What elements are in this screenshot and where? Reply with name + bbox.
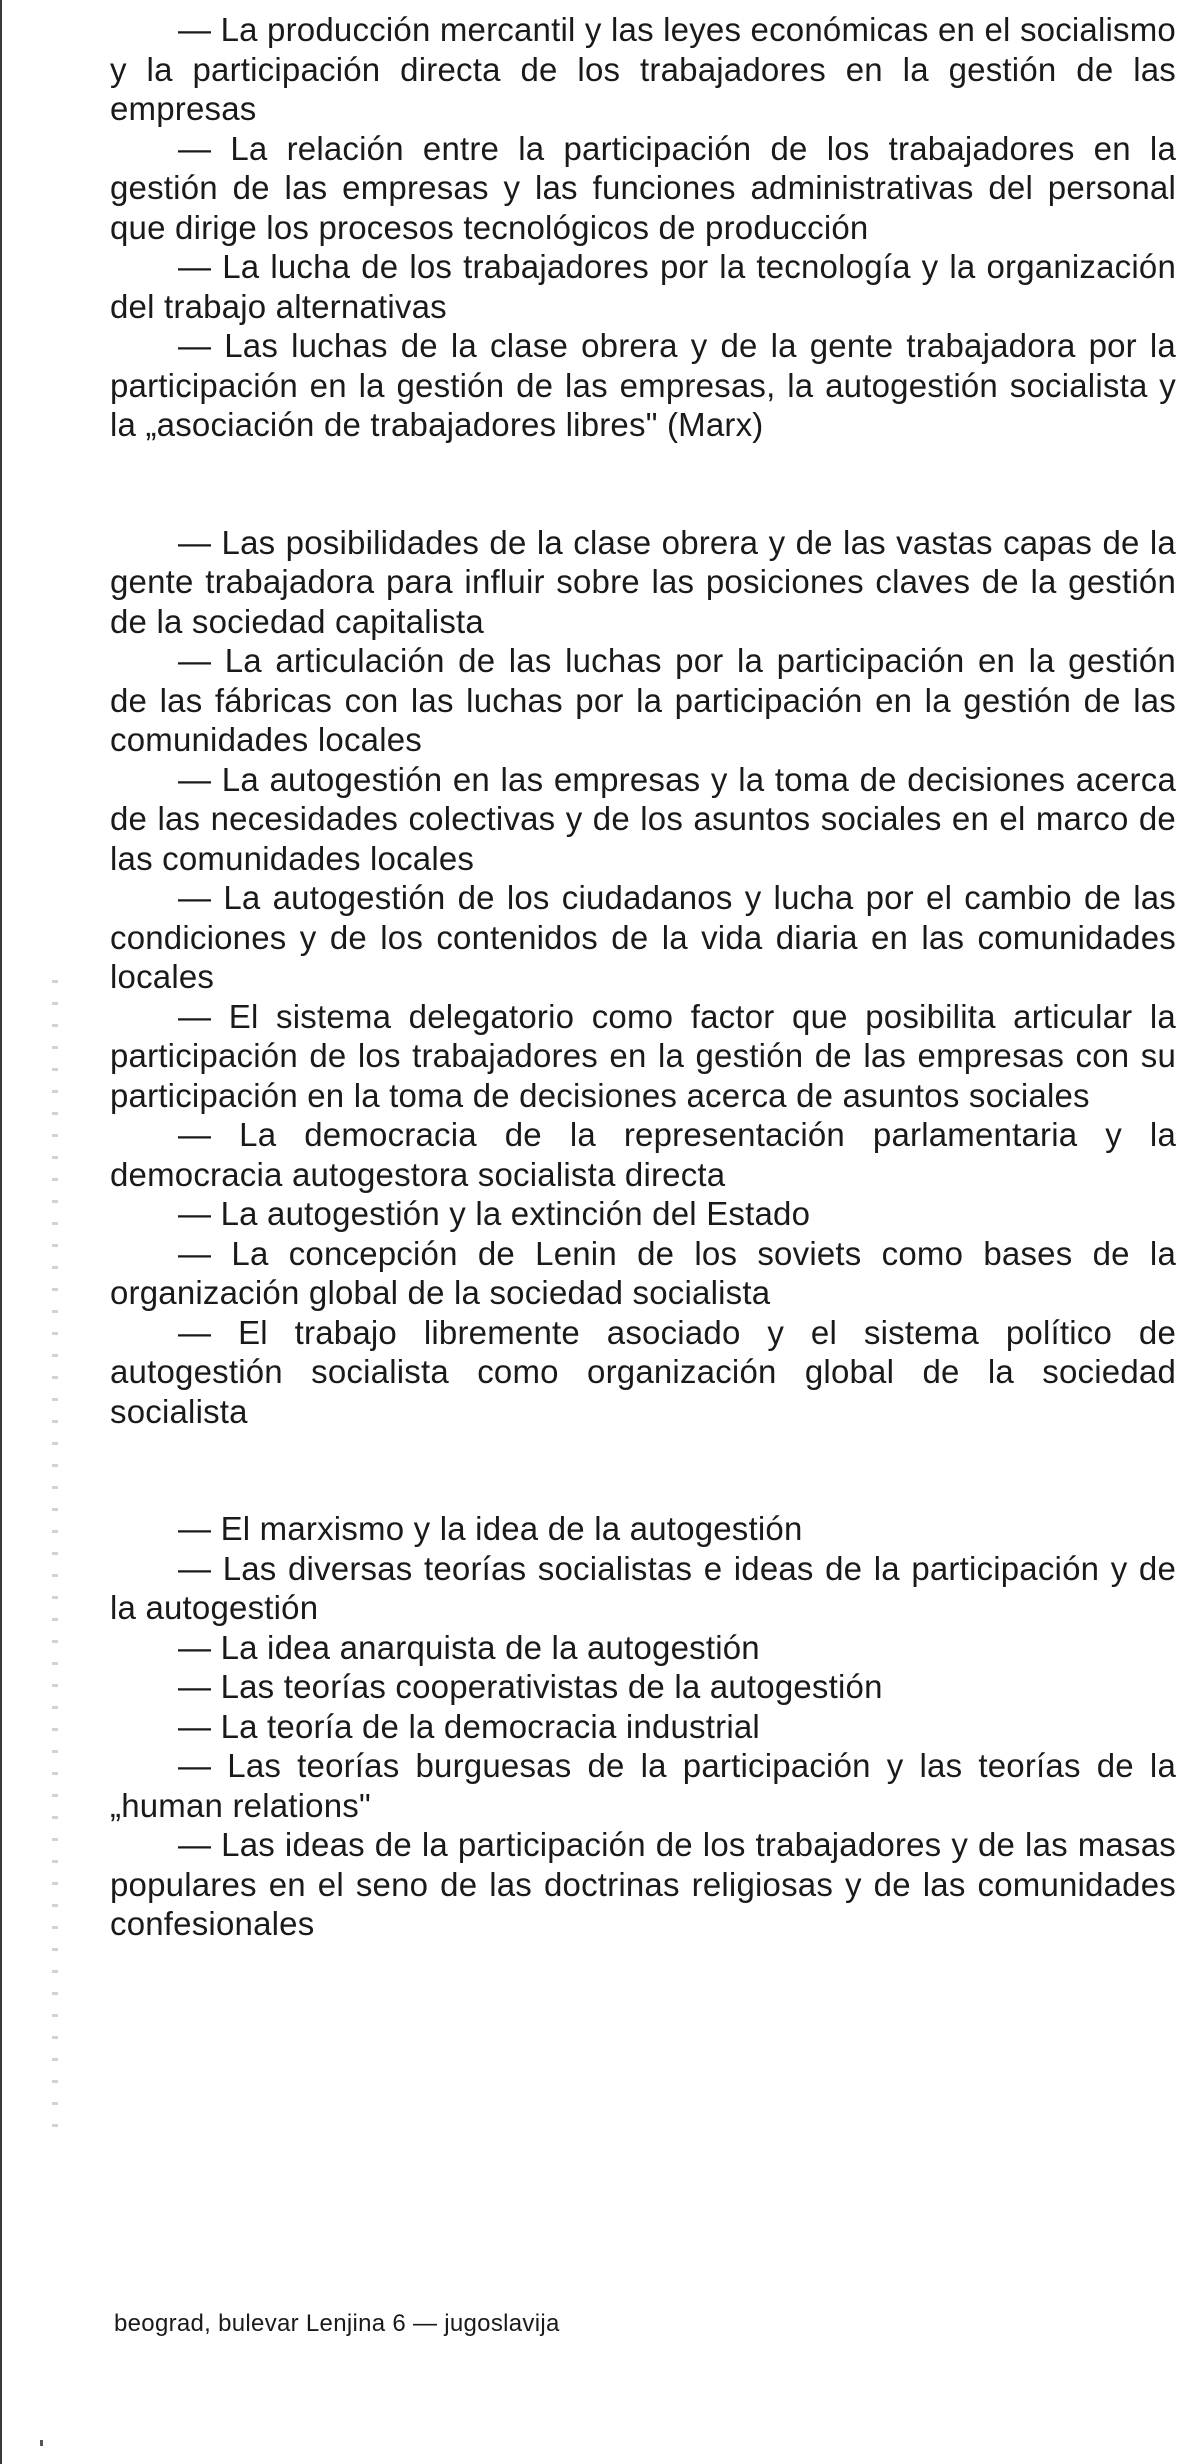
topic-item: — El sistema delegatorio como factor que posibilita articular la participación de los trabajadores en la gestión de las empresas con su participación en la toma de decisiones acerca de asuntos sociales	[110, 997, 1176, 1114]
topic-item: — La relación entre la participación de los trabajadores en la gestión de las empresas y las funciones administrativas del personal que dirige los procesos tecnológicos de producción	[110, 129, 1176, 246]
topic-item: — La articulación de las luchas por la participación en la gestión de las fábricas con las luchas por la participación en la gestión de las comunidades locales	[110, 642, 1176, 758]
topic-item: — Las diversas teorías socialistas e ideas de la participación y de la autogestión	[110, 1549, 1176, 1626]
topic-item: — La autogestión en las empresas y la toma de decisiones acerca de las necesidades colectivas y de los asuntos sociales en el marco de las comunidades locales	[110, 760, 1176, 877]
document-body	[110, 10, 1176, 1944]
topic-item: — Las luchas de la clase obrera y de la gente trabajadora por la participación en la gestión de las empresas, la autogestión socialista y la „asociación de trabajadores libres" (Marx)	[110, 327, 1176, 443]
topic-item: — La democracia de la representación parlamentaria y la democracia autogestora socialista directa	[110, 1116, 1176, 1193]
topic-item: — El trabajo libremente asociado y el sistema político de autogestión socialista como organización global de la sociedad socialista	[110, 1313, 1176, 1430]
topic-item: — Las teorías burguesas de la participación y las teorías de la „human relations"	[110, 1747, 1176, 1824]
topic-item: — Las ideas de la participación de los trabajadores y de las masas populares en el seno de las doctrinas religiosas y de las comunidades confesionales	[110, 1826, 1176, 1942]
topic-item: — La autogestión y la extinción del Estado	[178, 1195, 811, 1232]
topic-item: — El marxismo y la idea de la autogestión	[178, 1510, 803, 1547]
topic-item: — La concepción de Lenin de los soviets como bases de la organización global de la sociedad socialista	[110, 1234, 1176, 1311]
topic-item: — La autogestión de los ciudadanos y lucha por el cambio de las condiciones y de los contenidos de la vida diaria en las comunidades locales	[110, 879, 1176, 995]
topic-item: — Las posibilidades de la clase obrera y de las vastas capas de la gente trabajadora para influir sobre las posiciones claves de la gestión de la sociedad capitalista	[110, 523, 1176, 640]
topic-item: — La idea anarquista de la autogestión	[178, 1628, 760, 1666]
topic-section-3	[110, 1509, 1176, 1944]
topic-item: — La lucha de los trabajadores por la tecnología y la organización del trabajo alternativas	[110, 248, 1176, 325]
publisher-address: beograd, bulevar Lenjina 6 — jugoslavija	[114, 2310, 560, 2337]
topic-item: — La producción mercantil y las leyes económicas en el socialismo y la participación directa de los trabajadores en la gestión de las empresas	[110, 11, 1176, 127]
topic-item: — Las teorías cooperativistas de la autogestión	[178, 1668, 883, 1705]
topic-section-2	[110, 523, 1176, 1432]
scan-speck	[40, 2440, 43, 2446]
page-edge-rule	[0, 0, 2, 2464]
scan-margin-marks	[52, 980, 58, 2140]
topic-section-1	[110, 10, 1176, 445]
topic-item: — La teoría de la democracia industrial	[178, 1707, 760, 1745]
